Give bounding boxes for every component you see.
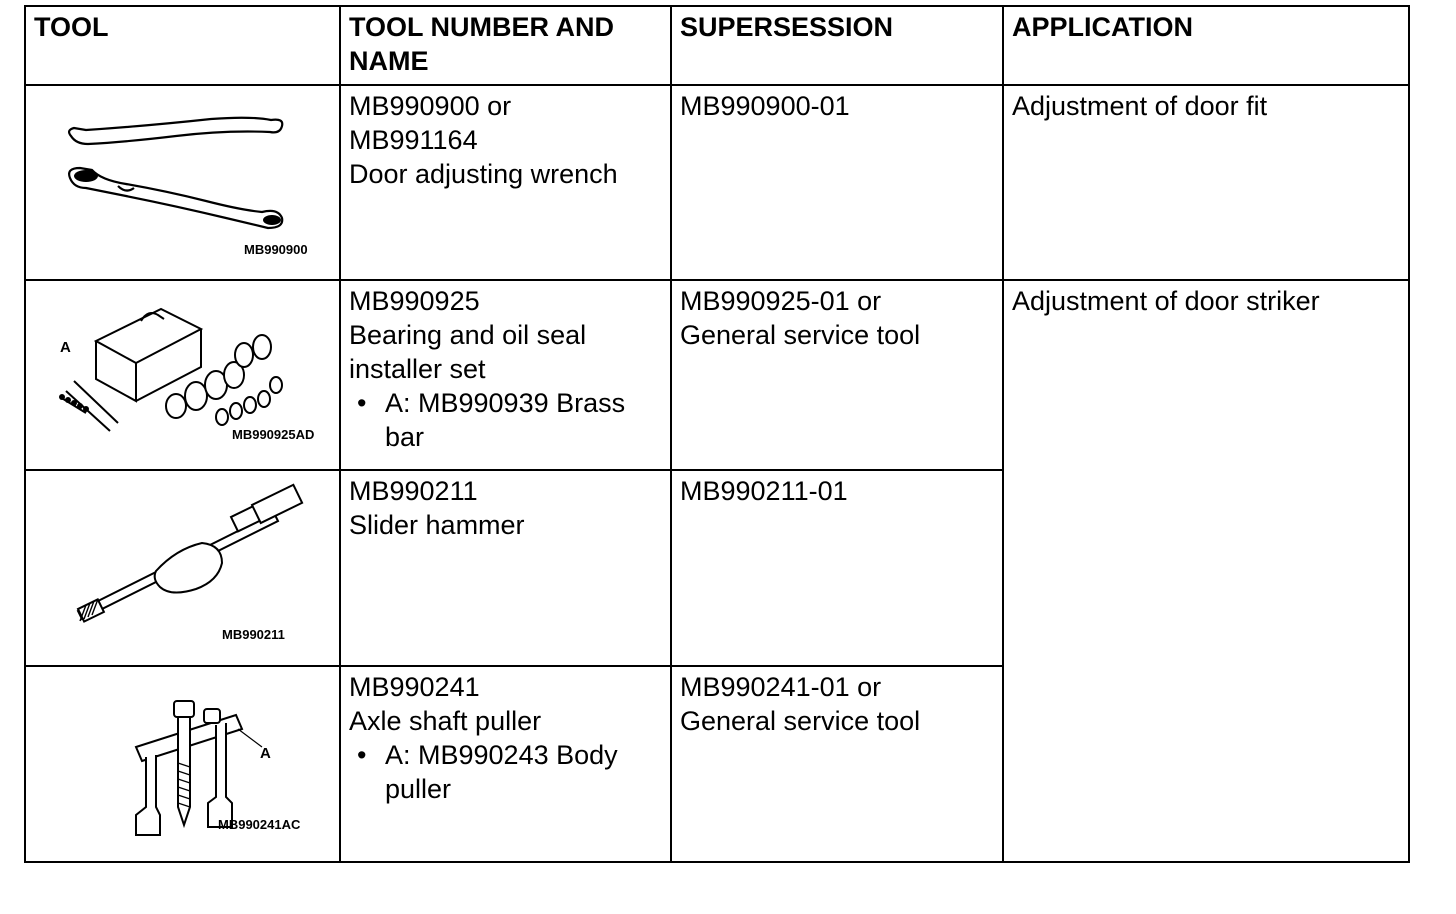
figure-label: MB990211 — [222, 627, 285, 642]
supersession-cell — [671, 470, 1003, 666]
figure-label: MB990900 — [244, 242, 308, 257]
callout-a-label: A — [60, 339, 71, 356]
tool-name: Slider hammer — [349, 510, 525, 540]
supersession-value: MB990241-01 or — [680, 672, 882, 702]
tool-figure-cell — [25, 666, 340, 862]
callout-a-label: A — [260, 745, 271, 762]
figure-label: MB990925AD — [232, 427, 315, 442]
tool-number-name-cell — [340, 666, 671, 862]
figure-label: MB990241AC — [218, 817, 301, 832]
supersession-cell — [671, 85, 1003, 280]
slide-hammer-icon — [26, 471, 341, 661]
tool-number-name-cell — [340, 85, 671, 280]
sub-item-list — [349, 386, 662, 454]
supersession-alt: General service tool — [680, 706, 921, 736]
header-supersession: SUPERSESSION — [671, 6, 1003, 85]
supersession-alt: General service tool — [680, 320, 921, 350]
sub-item: • A: MB990939 Brass bar — [385, 386, 662, 454]
sub-item-list — [349, 738, 662, 806]
tool-figure-cell — [25, 280, 340, 470]
tool-name: Bearing and oil seal installer set — [349, 320, 587, 384]
table-row — [25, 85, 1409, 280]
supersession-value: MB990211-01 — [680, 476, 848, 506]
installer-set-icon — [26, 281, 341, 471]
tool-figure-cell — [25, 470, 340, 666]
tool-number: MB990241 — [349, 672, 480, 702]
supersession-cell — [671, 280, 1003, 470]
header-tool-number-name: TOOL NUMBER AND NAME — [340, 6, 671, 85]
sub-item: • A: MB990243 Body puller — [385, 738, 662, 806]
tool-number-alt: MB991164 — [349, 125, 478, 155]
supersession-value: MB990900-01 — [680, 91, 850, 121]
tool-figure-cell — [25, 85, 340, 280]
tool-number-name-cell — [340, 280, 671, 470]
supersession-value: MB990925-01 or — [680, 286, 882, 316]
tool-number: MB990925 — [349, 286, 480, 316]
supersession-cell — [671, 666, 1003, 862]
application-cell — [1003, 85, 1409, 280]
special-tools-table — [24, 5, 1410, 863]
table-header-row — [25, 6, 1409, 85]
tool-number: MB990211 — [349, 476, 478, 506]
header-application: APPLICATION — [1003, 6, 1409, 85]
application-cell — [1003, 280, 1409, 862]
table-row — [25, 280, 1409, 470]
tool-name: Axle shaft puller — [349, 706, 542, 736]
tool-number: MB990900 or — [349, 91, 512, 121]
application-value: Adjustment of door striker — [1012, 286, 1320, 316]
tool-name: Door adjusting wrench — [349, 159, 618, 189]
header-tool: TOOL — [25, 6, 340, 85]
application-value: Adjustment of door fit — [1012, 91, 1268, 121]
tool-number-name-cell — [340, 470, 671, 666]
